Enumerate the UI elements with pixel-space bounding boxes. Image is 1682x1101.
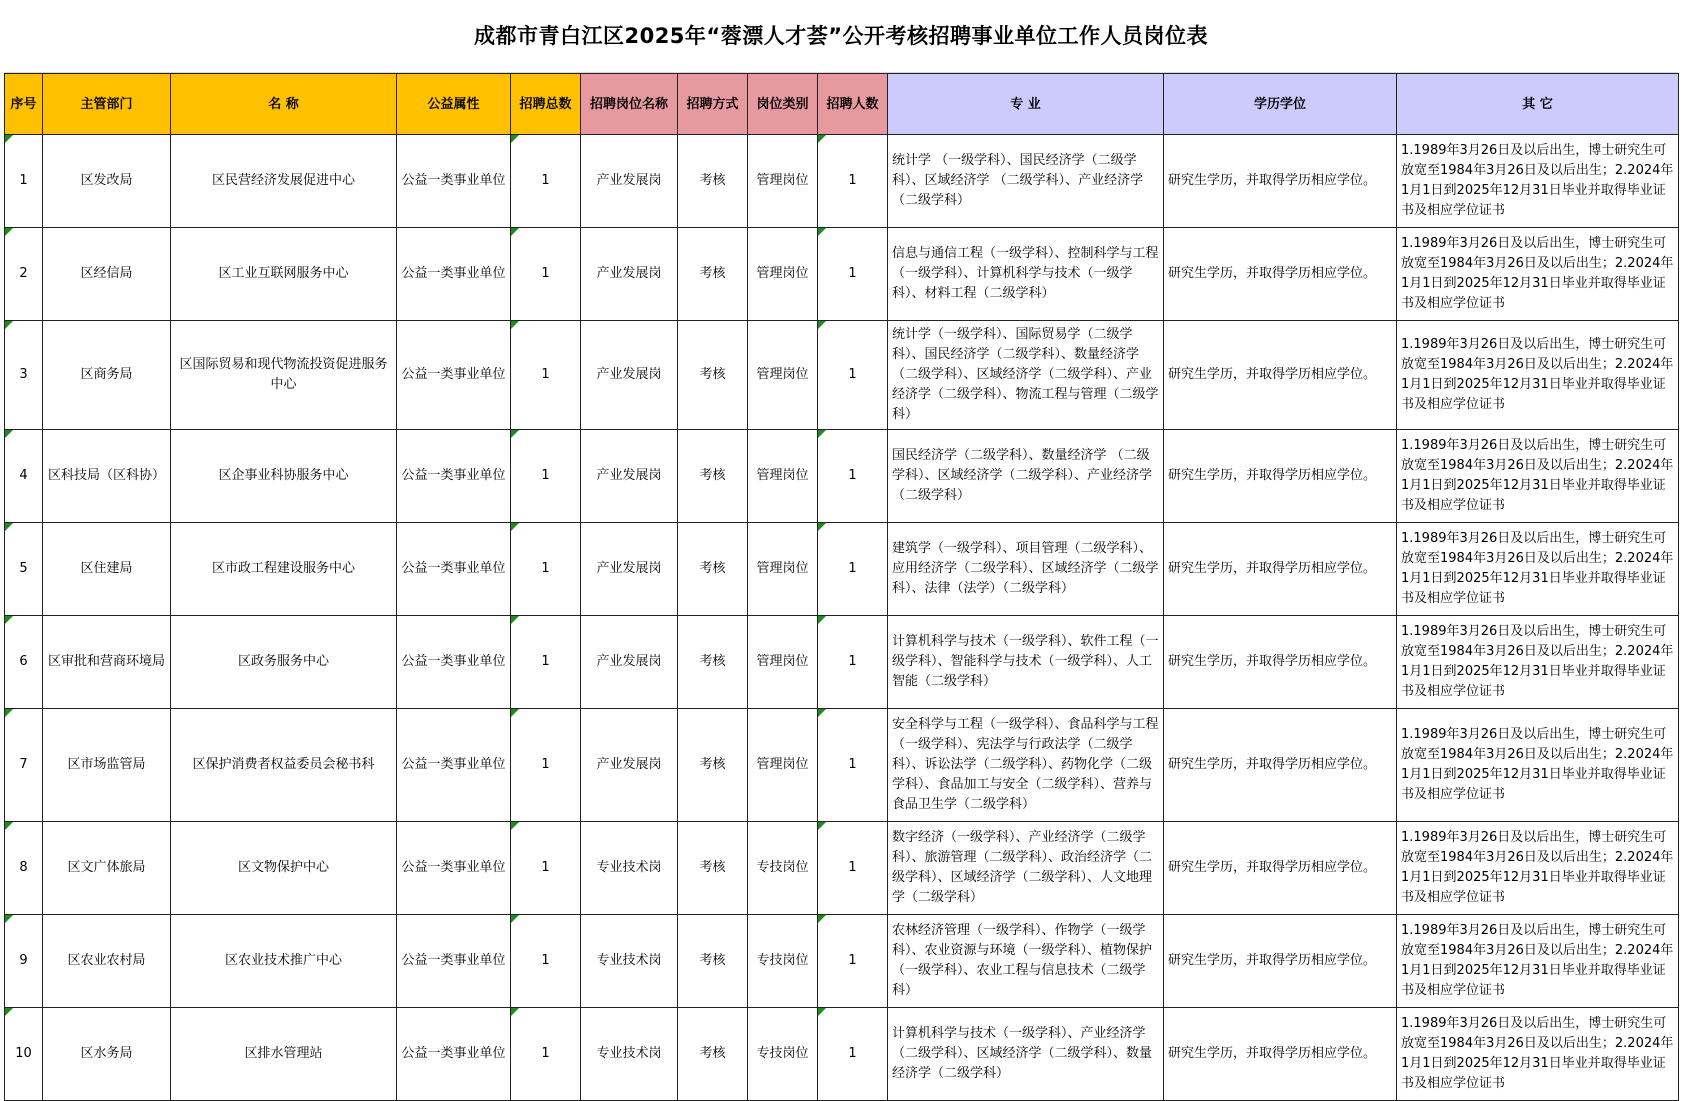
header-attr: 公益属性 bbox=[397, 74, 511, 135]
cell-other: 1.1989年3月26日及以后出生，博士研究生可放宽至1984年3月26日及以后出生；2.2024年1月1日到2025年12月31日毕业并取得毕业证书及相应学位证书 bbox=[1397, 321, 1679, 430]
cell-post: 产业发展岗 bbox=[581, 135, 678, 228]
cell-seq: 7 bbox=[5, 709, 43, 822]
header-total: 招聘总数 bbox=[511, 74, 581, 135]
cell-total: 1 bbox=[511, 1008, 581, 1101]
cell-major: 信息与通信工程（一级学科）、控制科学与工程（一级学科）、计算机科学与技术（一级学科）、材料工程（二级学科） bbox=[888, 228, 1164, 321]
cell-total: 1 bbox=[511, 822, 581, 915]
cell-major: 统计学 （一级学科）、国民经济学（二级学科）、区域经济学 （二级学科）、产业经济学（二级学科） bbox=[888, 135, 1164, 228]
cell-method: 考核 bbox=[678, 135, 748, 228]
cell-degree: 研究生学历，并取得学历相应学位。 bbox=[1164, 915, 1397, 1008]
cell-total: 1 bbox=[511, 616, 581, 709]
table-row bbox=[5, 523, 1679, 616]
cell-seq: 1 bbox=[5, 135, 43, 228]
cell-other: 1.1989年3月26日及以后出生，博士研究生可放宽至1984年3月26日及以后出生；2.2024年1月1日到2025年12月31日毕业并取得毕业证书及相应学位证书 bbox=[1397, 1008, 1679, 1101]
cell-count: 1 bbox=[818, 709, 888, 822]
cell-total: 1 bbox=[511, 228, 581, 321]
cell-method: 考核 bbox=[678, 523, 748, 616]
cell-name: 区工业互联网服务中心 bbox=[171, 228, 397, 321]
table-row bbox=[5, 616, 1679, 709]
cell-total: 1 bbox=[511, 430, 581, 523]
cell-degree: 研究生学历，并取得学历相应学位。 bbox=[1164, 822, 1397, 915]
cell-seq: 9 bbox=[5, 915, 43, 1008]
cell-attr: 公益一类事业单位 bbox=[397, 228, 511, 321]
header-post-name: 招聘岗位名称 bbox=[581, 74, 678, 135]
cell-seq: 8 bbox=[5, 822, 43, 915]
cell-major: 数字经济（一级学科）、产业经济学（二级学科）、旅游管理（二级学科）、政治经济学（二级学科）、区域经济学（二级学科）、人文地理学（二级学科） bbox=[888, 822, 1164, 915]
cell-post: 产业发展岗 bbox=[581, 709, 678, 822]
cell-count: 1 bbox=[818, 915, 888, 1008]
cell-post: 产业发展岗 bbox=[581, 228, 678, 321]
cell-post: 产业发展岗 bbox=[581, 321, 678, 430]
cell-other: 1.1989年3月26日及以后出生，博士研究生可放宽至1984年3月26日及以后出生；2.2024年1月1日到2025年12月31日毕业并取得毕业证书及相应学位证书 bbox=[1397, 915, 1679, 1008]
cell-category: 专技岗位 bbox=[748, 822, 818, 915]
cell-method: 考核 bbox=[678, 228, 748, 321]
cell-dept: 区农业农村局 bbox=[43, 915, 171, 1008]
cell-attr: 公益一类事业单位 bbox=[397, 1008, 511, 1101]
cell-method: 考核 bbox=[678, 709, 748, 822]
cell-count: 1 bbox=[818, 321, 888, 430]
cell-category: 专技岗位 bbox=[748, 915, 818, 1008]
table-header-row bbox=[5, 74, 1679, 135]
cell-category: 管理岗位 bbox=[748, 321, 818, 430]
cell-category: 管理岗位 bbox=[748, 135, 818, 228]
header-degree: 学历学位 bbox=[1164, 74, 1397, 135]
cell-degree: 研究生学历，并取得学历相应学位。 bbox=[1164, 1008, 1397, 1101]
cell-name: 区民营经济发展促进中心 bbox=[171, 135, 397, 228]
cell-other: 1.1989年3月26日及以后出生，博士研究生可放宽至1984年3月26日及以后出生；2.2024年1月1日到2025年12月31日毕业并取得毕业证书及相应学位证书 bbox=[1397, 822, 1679, 915]
cell-total: 1 bbox=[511, 523, 581, 616]
cell-post: 产业发展岗 bbox=[581, 430, 678, 523]
cell-category: 管理岗位 bbox=[748, 228, 818, 321]
cell-count: 1 bbox=[818, 616, 888, 709]
cell-dept: 区审批和营商环境局 bbox=[43, 616, 171, 709]
cell-dept: 区水务局 bbox=[43, 1008, 171, 1101]
cell-post: 产业发展岗 bbox=[581, 523, 678, 616]
cell-name: 区农业技术推广中心 bbox=[171, 915, 397, 1008]
cell-count: 1 bbox=[818, 523, 888, 616]
header-count: 招聘人数 bbox=[818, 74, 888, 135]
cell-count: 1 bbox=[818, 822, 888, 915]
cell-degree: 研究生学历，并取得学历相应学位。 bbox=[1164, 616, 1397, 709]
table-row bbox=[5, 321, 1679, 430]
cell-degree: 研究生学历，并取得学历相应学位。 bbox=[1164, 430, 1397, 523]
cell-degree: 研究生学历，并取得学历相应学位。 bbox=[1164, 709, 1397, 822]
cell-other: 1.1989年3月26日及以后出生，博士研究生可放宽至1984年3月26日及以后出生；2.2024年1月1日到2025年12月31日毕业并取得毕业证书及相应学位证书 bbox=[1397, 430, 1679, 523]
cell-name: 区国际贸易和现代物流投资促进服务中心 bbox=[171, 321, 397, 430]
cell-dept: 区市场监管局 bbox=[43, 709, 171, 822]
cell-total: 1 bbox=[511, 135, 581, 228]
cell-degree: 研究生学历，并取得学历相应学位。 bbox=[1164, 321, 1397, 430]
cell-name: 区企事业科协服务中心 bbox=[171, 430, 397, 523]
table-row bbox=[5, 1008, 1679, 1101]
cell-count: 1 bbox=[818, 430, 888, 523]
cell-major: 统计学（一级学科）、国际贸易学（二级学科）、国民经济学（二级学科）、数量经济学（二级学科）、区域经济学（二级学科）、产业经济学（二级学科）、物流工程与管理（二级学科） bbox=[888, 321, 1164, 430]
cell-attr: 公益一类事业单位 bbox=[397, 523, 511, 616]
cell-seq: 3 bbox=[5, 321, 43, 430]
cell-total: 1 bbox=[511, 709, 581, 822]
cell-major: 建筑学（一级学科）、项目管理（二级学科）、应用经济学（二级学科）、区域经济学（二级学科）、法律（法学）（二级学科） bbox=[888, 523, 1164, 616]
cell-category: 管理岗位 bbox=[748, 523, 818, 616]
cell-total: 1 bbox=[511, 915, 581, 1008]
table-row bbox=[5, 135, 1679, 228]
cell-name: 区政务服务中心 bbox=[171, 616, 397, 709]
cell-category: 管理岗位 bbox=[748, 616, 818, 709]
cell-other: 1.1989年3月26日及以后出生，博士研究生可放宽至1984年3月26日及以后出生；2.2024年1月1日到2025年12月31日毕业并取得毕业证书及相应学位证书 bbox=[1397, 135, 1679, 228]
cell-other: 1.1989年3月26日及以后出生，博士研究生可放宽至1984年3月26日及以后出生；2.2024年1月1日到2025年12月31日毕业并取得毕业证书及相应学位证书 bbox=[1397, 709, 1679, 822]
header-category: 岗位类别 bbox=[748, 74, 818, 135]
cell-post: 专业技术岗 bbox=[581, 915, 678, 1008]
cell-method: 考核 bbox=[678, 822, 748, 915]
cell-count: 1 bbox=[818, 135, 888, 228]
cell-name: 区市政工程建设服务中心 bbox=[171, 523, 397, 616]
job-table-sheet bbox=[4, 0, 1678, 1101]
cell-category: 管理岗位 bbox=[748, 430, 818, 523]
cell-attr: 公益一类事业单位 bbox=[397, 430, 511, 523]
cell-seq: 6 bbox=[5, 616, 43, 709]
cell-dept: 区科技局（区科协） bbox=[43, 430, 171, 523]
cell-dept: 区经信局 bbox=[43, 228, 171, 321]
cell-post: 专业技术岗 bbox=[581, 1008, 678, 1101]
cell-count: 1 bbox=[818, 228, 888, 321]
cell-seq: 2 bbox=[5, 228, 43, 321]
cell-seq: 10 bbox=[5, 1008, 43, 1101]
cell-post: 专业技术岗 bbox=[581, 822, 678, 915]
cell-dept: 区住建局 bbox=[43, 523, 171, 616]
header-method: 招聘方式 bbox=[678, 74, 748, 135]
cell-total: 1 bbox=[511, 321, 581, 430]
cell-major: 农林经济管理（一级学科）、作物学（一级学科）、农业资源与环境（一级学科）、植物保护（一级学科）、农业工程与信息技术（二级学科） bbox=[888, 915, 1164, 1008]
positions-table bbox=[4, 73, 1679, 1101]
header-other: 其 它 bbox=[1397, 74, 1679, 135]
cell-attr: 公益一类事业单位 bbox=[397, 321, 511, 430]
cell-dept: 区文广体旅局 bbox=[43, 822, 171, 915]
table-row bbox=[5, 709, 1679, 822]
cell-category: 管理岗位 bbox=[748, 709, 818, 822]
cell-method: 考核 bbox=[678, 321, 748, 430]
cell-attr: 公益一类事业单位 bbox=[397, 135, 511, 228]
header-major: 专 业 bbox=[888, 74, 1164, 135]
table-row bbox=[5, 430, 1679, 523]
cell-major: 国民经济学（二级学科）、数量经济学 （二级学科）、区域经济学（二级学科）、产业经济学 （二级学科） bbox=[888, 430, 1164, 523]
table-row bbox=[5, 228, 1679, 321]
cell-other: 1.1989年3月26日及以后出生，博士研究生可放宽至1984年3月26日及以后出生；2.2024年1月1日到2025年12月31日毕业并取得毕业证书及相应学位证书 bbox=[1397, 228, 1679, 321]
cell-attr: 公益一类事业单位 bbox=[397, 822, 511, 915]
header-seq: 序号 bbox=[5, 74, 43, 135]
cell-degree: 研究生学历，并取得学历相应学位。 bbox=[1164, 135, 1397, 228]
cell-method: 考核 bbox=[678, 616, 748, 709]
cell-other: 1.1989年3月26日及以后出生，博士研究生可放宽至1984年3月26日及以后出生；2.2024年1月1日到2025年12月31日毕业并取得毕业证书及相应学位证书 bbox=[1397, 523, 1679, 616]
cell-category: 专技岗位 bbox=[748, 1008, 818, 1101]
cell-dept: 区发改局 bbox=[43, 135, 171, 228]
cell-attr: 公益一类事业单位 bbox=[397, 616, 511, 709]
cell-degree: 研究生学历，并取得学历相应学位。 bbox=[1164, 228, 1397, 321]
cell-method: 考核 bbox=[678, 430, 748, 523]
cell-dept: 区商务局 bbox=[43, 321, 171, 430]
cell-post: 产业发展岗 bbox=[581, 616, 678, 709]
table-row bbox=[5, 915, 1679, 1008]
cell-seq: 4 bbox=[5, 430, 43, 523]
header-dept: 主管部门 bbox=[43, 74, 171, 135]
cell-name: 区保护消费者权益委员会秘书科 bbox=[171, 709, 397, 822]
page-title: 成都市青白江区2025年“蓉漂人才荟”公开考核招聘事业单位工作人员岗位表 bbox=[4, 0, 1678, 73]
cell-major: 计算机科学与技术（一级学科）、软件工程（一级学科）、智能科学与技术（一级学科）、人工智能（二级学科） bbox=[888, 616, 1164, 709]
cell-major: 计算机科学与技术（一级学科）、产业经济学（二级学科）、区域经济学（二级学科）、数量经济学（二级学科） bbox=[888, 1008, 1164, 1101]
cell-attr: 公益一类事业单位 bbox=[397, 915, 511, 1008]
cell-major: 安全科学与工程（一级学科）、食品科学与工程（一级学科）、宪法学与行政法学（二级学科）、诉讼法学（二级学科）、药物化学（二级学科）、食品加工与安全（二级学科）、营养与食品卫生学（二级学科） bbox=[888, 709, 1164, 822]
cell-method: 考核 bbox=[678, 1008, 748, 1101]
cell-name: 区排水管理站 bbox=[171, 1008, 397, 1101]
header-name: 名 称 bbox=[171, 74, 397, 135]
cell-seq: 5 bbox=[5, 523, 43, 616]
cell-degree: 研究生学历，并取得学历相应学位。 bbox=[1164, 523, 1397, 616]
cell-other: 1.1989年3月26日及以后出生，博士研究生可放宽至1984年3月26日及以后出生；2.2024年1月1日到2025年12月31日毕业并取得毕业证书及相应学位证书 bbox=[1397, 616, 1679, 709]
cell-method: 考核 bbox=[678, 915, 748, 1008]
cell-count: 1 bbox=[818, 1008, 888, 1101]
cell-attr: 公益一类事业单位 bbox=[397, 709, 511, 822]
table-row bbox=[5, 822, 1679, 915]
cell-name: 区文物保护中心 bbox=[171, 822, 397, 915]
